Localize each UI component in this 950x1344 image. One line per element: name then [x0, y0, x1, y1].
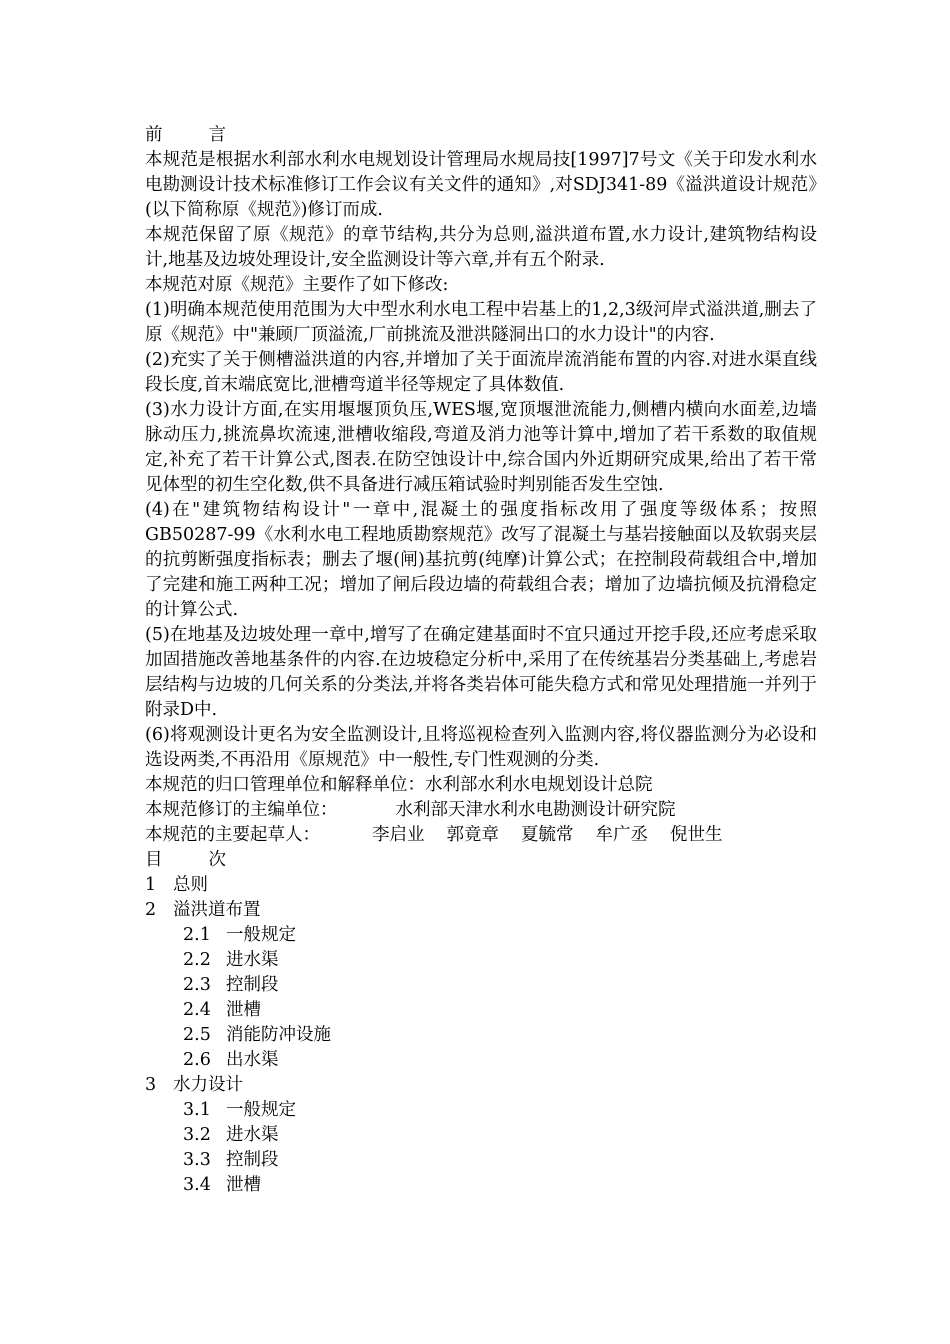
- toc-section-3-3[interactable]: [145, 1148, 817, 1173]
- editor-value: 水利部天津水利水电勘测设计研究院: [395, 800, 676, 820]
- revision-item-1: (1)明确本规范使用范围为大中型水利水电工程中岩基上的1,2,3级河岸式溢洪道,删去了原《规范》中"兼顾厂顶溢流,厂前挑流及泄洪隧洞出口的水力设计"的内容.: [145, 300, 817, 345]
- toc-section-number: 3.2: [183, 1125, 211, 1145]
- drafter-name: 夏毓常: [521, 825, 574, 845]
- preface-paragraph-1: 本规范是根据水利部水利水电规划设计管理局水规局技[1997]7号文《关于印发水利水电勘测设计技术标准修订工作会议有关文件的通知》,对SDJ341-89《溢洪道设计规范》(以下简称原《规范》)修订而成.: [145, 150, 817, 220]
- toc-section-number: 3.3: [183, 1150, 211, 1170]
- preface-heading-char-2: 言: [208, 125, 226, 145]
- editor-label: 本规范修订的主编单位：: [145, 800, 338, 820]
- toc-heading-char-2: 次: [208, 850, 226, 870]
- manager-line: [145, 773, 817, 798]
- toc-section-title: 一般规定: [226, 1100, 296, 1120]
- toc-heading-char-1: 目: [145, 850, 163, 870]
- toc-section-number: 2.5: [183, 1025, 211, 1045]
- toc-section-2-4[interactable]: [145, 998, 817, 1023]
- toc-section-2-5[interactable]: [145, 1023, 817, 1048]
- toc-section-number: 3.1: [183, 1100, 211, 1120]
- toc-chapter-1[interactable]: [145, 873, 817, 898]
- revision-item-5: (5)在地基及边坡处理一章中,增写了在确定建基面时不宜只通过开挖手段,还应考虑采取加固措施改善地基条件的内容.在边坡稳定分析中,采用了在传统基岩分类基础上,考虑岩层结构与边坡的几何关系的分类法,并将各类岩体可能失稳方式和常见处理措施一并列于附录D中.: [145, 625, 817, 720]
- preface-heading: [145, 123, 817, 148]
- toc-chapter-2[interactable]: [145, 898, 817, 923]
- toc-section-3-1[interactable]: [145, 1098, 817, 1123]
- drafter-name: 郭竟章: [446, 825, 499, 845]
- toc-section-number: 2.4: [183, 1000, 211, 1020]
- toc-chapter-title: 溢洪道布置: [173, 900, 261, 920]
- toc-section-number: 2.1: [183, 925, 211, 945]
- toc-section-2-1[interactable]: [145, 923, 817, 948]
- toc-section-2-3[interactable]: [145, 973, 817, 998]
- toc-chapter-title: 水力设计: [173, 1075, 243, 1095]
- toc-section-number: 3.4: [183, 1175, 211, 1195]
- toc-section-title: 控制段: [226, 1150, 279, 1170]
- toc-section-number: 2.6: [183, 1050, 211, 1070]
- revision-item-3: (3)水力设计方面,在实用堰堰顶负压,WES堰,宽顶堰泄流能力,侧槽内横向水面差,边墙脉动压力,挑流鼻坎流速,泄槽收缩段,弯道及消力池等计算中,增加了若干系数的取值规定,补充了若干计算公式,图表.在防空蚀设计中,综合国内外近期研究成果,给出了若干常见体型的初生空化数,供不具备进行减压箱试验时判别能否发生空蚀.: [145, 400, 817, 495]
- toc-section-number: 2.3: [183, 975, 211, 995]
- toc-chapter-title: 总则: [173, 875, 208, 895]
- editor-line: [145, 798, 817, 823]
- toc-section-title: 消能防冲设施: [226, 1025, 331, 1045]
- manager-label: 本规范的归口管理单位和解释单位：: [145, 775, 425, 795]
- toc-section-title: 泄槽: [226, 1000, 261, 1020]
- toc-chapter-number: 3: [145, 1075, 157, 1095]
- drafters-line: [145, 823, 817, 848]
- preface-paragraph-2: 本规范保留了原《规范》的章节结构,共分为总则,溢洪道布置,水力设计,建筑物结构设计,地基及边坡处理设计,安全监测设计等六章,并有五个附录.: [145, 225, 817, 270]
- manager-value: 水利部水利水电规划设计总院: [425, 775, 653, 795]
- revision-item-2: (2)充实了关于侧槽溢洪道的内容,并增加了关于面流岸流消能布置的内容.对进水渠直线段长度,首末端底宽比,泄槽弯道半径等规定了具体数值.: [145, 350, 817, 395]
- preface-heading-char-1: 前: [145, 125, 163, 145]
- toc-section-title: 进水渠: [226, 950, 279, 970]
- toc-section-number: 2.2: [183, 950, 211, 970]
- drafters-label: 本规范的主要起草人：: [145, 825, 320, 845]
- toc-section-title: 一般规定: [226, 925, 296, 945]
- drafter-name: 李启业: [372, 825, 425, 845]
- toc-section-2-6[interactable]: [145, 1048, 817, 1073]
- toc-chapter-3[interactable]: [145, 1073, 817, 1098]
- toc-section-3-4[interactable]: [145, 1173, 817, 1198]
- toc-section-title: 进水渠: [226, 1125, 279, 1145]
- toc-section-2-2[interactable]: [145, 948, 817, 973]
- toc-chapter-number: 1: [145, 875, 157, 895]
- toc-chapter-number: 2: [145, 900, 157, 920]
- revision-item-6: (6)将观测设计更名为安全监测设计,且将巡视检查列入监测内容,将仪器监测分为必设和选设两类,不再沿用《原规范》中一般性,专门性观测的分类.: [145, 725, 817, 770]
- toc-section-title: 控制段: [226, 975, 279, 995]
- toc-section-title: 泄槽: [226, 1175, 261, 1195]
- document-body: [145, 123, 817, 1198]
- toc-heading: [145, 848, 817, 873]
- drafter-name: 牟广丞: [595, 825, 648, 845]
- drafter-name: 倪世生: [670, 825, 723, 845]
- toc-section-3-2[interactable]: [145, 1123, 817, 1148]
- revision-item-4: (4)在"建筑物结构设计"一章中,混凝土的强度指标改用了强度等级体系；按照GB50287-99《水利水电工程地质勘察规范》改写了混凝土与基岩接触面以及软弱夹层的抗剪断强度指标表；删去了堰(闸)基抗剪(纯摩)计算公式；在控制段荷载组合中,增加了完建和施工两种工况；增加了闸后段边墙的荷载组合表；增加了边墙抗倾及抗滑稳定的计算公式.: [145, 500, 817, 620]
- toc-section-title: 出水渠: [226, 1050, 279, 1070]
- preface-paragraph-3: 本规范对原《规范》主要作了如下修改:: [145, 275, 449, 295]
